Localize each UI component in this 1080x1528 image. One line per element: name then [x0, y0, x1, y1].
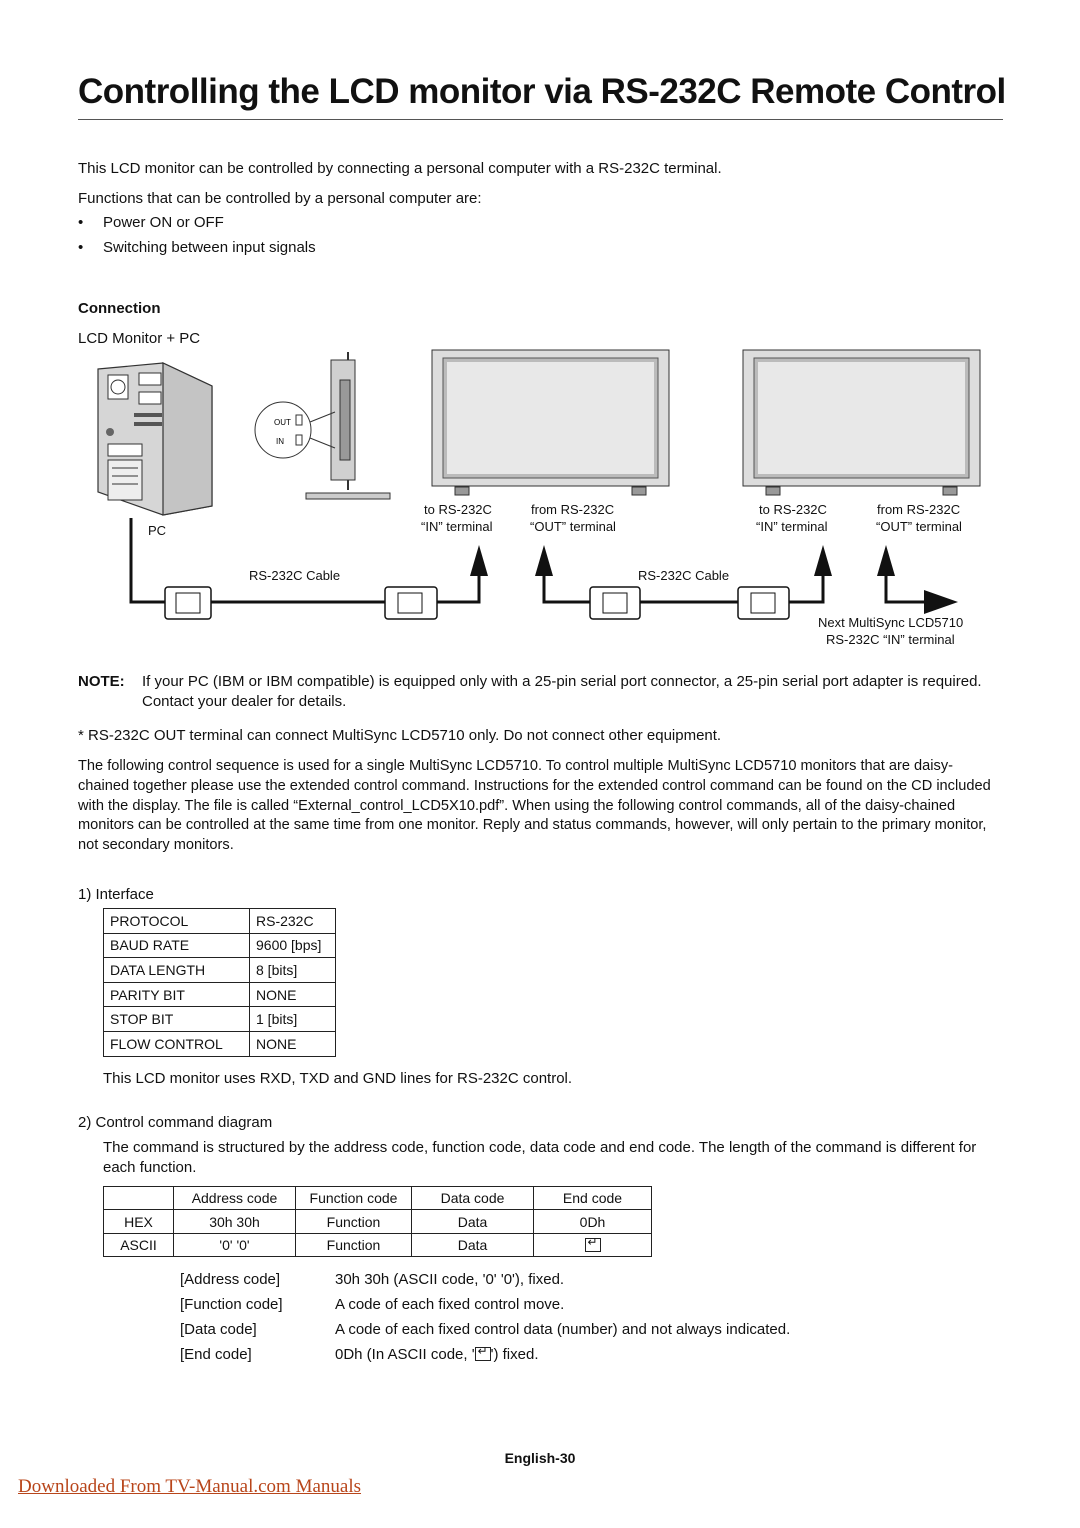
table-cell: ASCII — [104, 1233, 174, 1256]
in-terminal-label-2: “IN” terminal — [756, 519, 828, 534]
table-row — [104, 1031, 336, 1056]
connection-heading: Connection — [78, 300, 161, 317]
bullet-text: Power ON or OFF — [103, 214, 224, 231]
next-terminal-label: RS-232C “IN” terminal — [826, 632, 955, 647]
table-cell: Data code — [412, 1187, 534, 1210]
note-label: NOTE: — [78, 673, 125, 690]
table-row — [104, 1210, 652, 1233]
table-cell: BAUD RATE — [104, 933, 250, 958]
command-table — [103, 1186, 652, 1257]
pc-tower-illustration — [98, 363, 212, 515]
out-terminal-label-1: “OUT” terminal — [530, 519, 616, 534]
bullet-item — [78, 214, 224, 231]
table-cell: 30h 30h — [174, 1210, 296, 1233]
intro-text-2: Functions that can be controlled by a personal computer are: — [78, 190, 482, 207]
page-number: English-30 — [504, 1450, 576, 1466]
definition-value: A code of each fixed control data (number) and not always indicated. — [335, 1321, 791, 1338]
table-row — [104, 909, 336, 934]
page-title: Controlling the LCD monitor via RS-232C Remote Control — [78, 72, 1006, 111]
note-text: If your PC (IBM or IBM compatible) is equipped only with a 25-pin serial port connector, a 25-pin serial port adapter is required. Contact your dealer for details. — [142, 673, 982, 710]
table-cell: Data — [412, 1233, 534, 1256]
download-link[interactable]: Downloaded From TV-Manual.com Manuals — [18, 1476, 362, 1497]
bullet-item — [78, 239, 316, 256]
enter-key-icon — [475, 1347, 491, 1361]
definition-value: 30h 30h (ASCII code, '0' '0'), fixed. — [335, 1271, 565, 1288]
cable-label-1: RS-232C Cable — [249, 568, 341, 583]
table-cell: HEX — [104, 1210, 174, 1233]
to-rs232c-label-2: to RS-232C — [759, 502, 827, 517]
table-cell: Function — [296, 1233, 412, 1256]
table-cell: '0' '0' — [174, 1233, 296, 1256]
interface-note: This LCD monitor uses RXD, TXD and GND lines for RS-232C control. — [103, 1070, 573, 1087]
bullet-text: Switching between input signals — [103, 239, 316, 256]
section-2-heading: 2) Control command diagram — [78, 1114, 273, 1131]
in-port-label: IN — [276, 437, 284, 446]
connection-subheading: LCD Monitor + PC — [78, 330, 201, 347]
to-rs232c-label-1: to RS-232C — [424, 502, 492, 517]
interface-table — [103, 908, 336, 1057]
table-cell: RS-232C — [250, 909, 336, 934]
table-row — [104, 933, 336, 958]
enter-key-icon — [585, 1238, 601, 1252]
definition-key: [Function code] — [180, 1296, 283, 1313]
monitor-2-illustration — [743, 350, 980, 495]
table-cell: NONE — [250, 982, 336, 1007]
table-cell: FLOW CONTROL — [104, 1031, 250, 1056]
bullet-glyph: • — [78, 214, 84, 231]
table-cell: 9600 [bps] — [250, 933, 336, 958]
table-cell: Function code — [296, 1187, 412, 1210]
table-cell: DATA LENGTH — [104, 958, 250, 983]
from-rs232c-label-2: from RS-232C — [877, 502, 961, 517]
asterisk-note: * RS-232C OUT terminal can connect MultiSync LCD5710 only. Do not connect other equipment. — [78, 727, 722, 744]
body-paragraph: The following control sequence is used for a single MultiSync LCD5710. To control multiple MultiSync LCD5710 monitors that are daisy-chained together please use the extended control command. Instructions for the extended control command can be found on the CD included with the display. The file is called “External_control_LCD5X10.pdf”. When using the following control commands, all of the daisy-chained monitors can be controlled at the same time from one monitor. Reply and status commands, however, will only pertain to the primary monitor, not secondary monitors. — [78, 758, 991, 854]
connection-diagram — [0, 340, 1080, 660]
from-rs232c-label-1: from RS-232C — [531, 502, 615, 517]
table-cell: 0Dh — [534, 1210, 652, 1233]
section-1-heading: 1) Interface — [78, 886, 154, 903]
definition-key: [Address code] — [180, 1271, 281, 1288]
table-row — [104, 1187, 652, 1210]
note-block — [78, 672, 1003, 712]
table-row — [104, 1007, 336, 1032]
table-cell: NONE — [250, 1031, 336, 1056]
pc-label: PC — [148, 523, 167, 538]
definition-key: [End code] — [180, 1346, 252, 1363]
table-cell: Function — [296, 1210, 412, 1233]
table-cell: PARITY BIT — [104, 982, 250, 1007]
table-row — [104, 958, 336, 983]
table-cell: PROTOCOL — [104, 909, 250, 934]
table-cell: 1 [bits] — [250, 1007, 336, 1032]
intro-text-1: This LCD monitor can be controlled by connecting a personal computer with a RS-232C terminal. — [78, 160, 722, 177]
lcd-side-view-illustration — [255, 352, 390, 499]
table-cell: 8 [bits] — [250, 958, 336, 983]
definition-value-part: ') fixed. — [490, 1346, 539, 1363]
table-cell — [534, 1233, 652, 1256]
table-cell: Data — [412, 1210, 534, 1233]
table-row — [104, 1233, 652, 1256]
in-terminal-label-1: “IN” terminal — [421, 519, 493, 534]
next-monitor-label: Next MultiSync LCD5710 — [818, 615, 964, 630]
table-cell: End code — [534, 1187, 652, 1210]
table-row — [104, 982, 336, 1007]
table-cell: Address code — [174, 1187, 296, 1210]
out-terminal-label-2: “OUT” terminal — [876, 519, 962, 534]
table-cell — [104, 1187, 174, 1210]
definition-value — [335, 1346, 539, 1363]
definition-value: A code of each fixed control move. — [335, 1296, 565, 1313]
bullet-glyph: • — [78, 239, 84, 256]
table-cell: STOP BIT — [104, 1007, 250, 1032]
section-2-text: The command is structured by the address code, function code, data code and end code. The length of the command is different for each function. — [103, 1139, 977, 1176]
definition-key: [Data code] — [180, 1321, 257, 1338]
monitor-1-illustration — [432, 350, 669, 495]
definition-value-part: 0Dh (In ASCII code, ' — [335, 1346, 475, 1363]
out-port-label: OUT — [274, 418, 291, 427]
title-rule — [78, 119, 1003, 120]
cable-label-2: RS-232C Cable — [638, 568, 730, 583]
